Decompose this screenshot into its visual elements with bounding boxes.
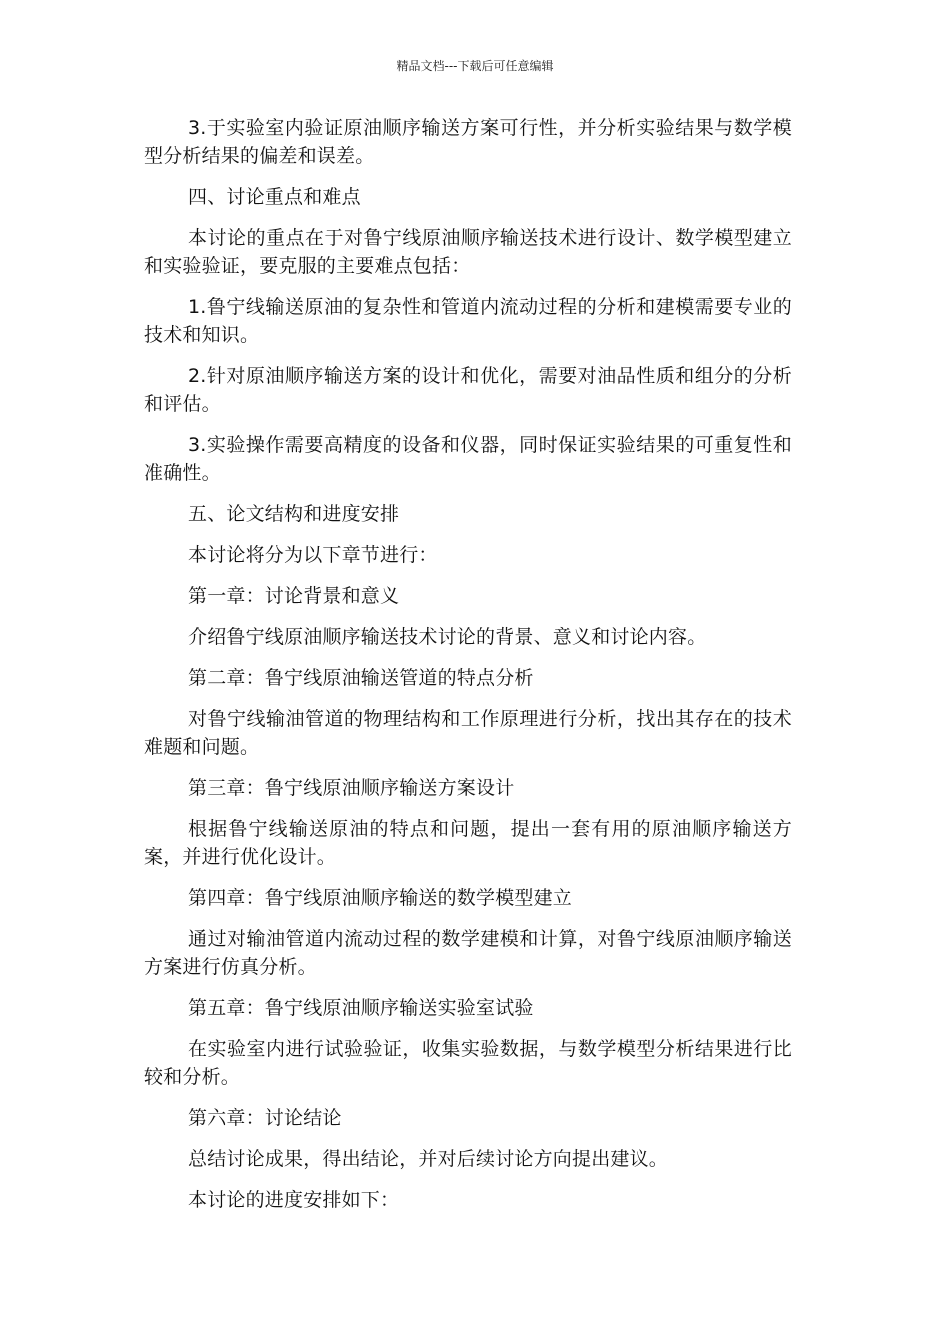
paragraph-difficulty-2: 2.针对原油顺序输送方案的设计和优化，需要对油品性质和组分的分析和评估。: [144, 365, 792, 415]
section-heading-key-points: 四、讨论重点和难点: [188, 186, 361, 208]
chapter-desc-3: 根据鲁宁线输送原油的特点和问题，提出一套有用的原油顺序输送方案，并进行优化设计。: [144, 818, 792, 868]
document-body: [144, 114, 792, 1227]
paragraph-difficulty-3: 3.实验操作需要高精度的设备和仪器，同时保证实验结果的可重复性和准确性。: [144, 434, 792, 484]
paragraph-objective-3: 3.于实验室内验证原油顺序输送方案可行性，并分析实验结果与数学模型分析结果的偏差和误差。: [144, 117, 792, 167]
paragraph-schedule-intro: 本讨论的进度安排如下：: [188, 1189, 400, 1211]
chapter-desc-6: 总结讨论成果，得出结论，并对后续讨论方向提出建议。: [188, 1148, 669, 1170]
paragraph-structure-intro: 本讨论将分为以下章节进行：: [188, 544, 438, 566]
chapter-heading-6: 第六章：讨论结论: [188, 1107, 342, 1129]
chapter-desc-4: 通过对输油管道内流动过程的数学建模和计算，对鲁宁线原油顺序输送方案进行仿真分析。: [144, 928, 792, 978]
chapter-heading-3: 第三章：鲁宁线原油顺序输送方案设计: [188, 777, 515, 799]
chapter-heading-2: 第二章：鲁宁线原油输送管道的特点分析: [188, 667, 534, 689]
page-header: 精品文档---下载后可任意编辑: [396, 59, 554, 73]
chapter-desc-1: 介绍鲁宁线原油顺序输送技术讨论的背景、意义和讨论内容。: [188, 626, 707, 648]
chapter-desc-5: 在实验室内进行试验验证，收集实验数据，与数学模型分析结果进行比较和分析。: [144, 1038, 792, 1088]
chapter-heading-1: 第一章：讨论背景和意义: [188, 585, 400, 607]
paragraph-key-points-intro: 本讨论的重点在于对鲁宁线原油顺序输送技术进行设计、数学模型建立和实验验证，要克服的主要难点包括：: [144, 227, 792, 277]
chapter-heading-4: 第四章：鲁宁线原油顺序输送的数学模型建立: [188, 887, 573, 909]
chapter-desc-2: 对鲁宁线输油管道的物理结构和工作原理进行分析，找出其存在的技术难题和问题。: [144, 708, 792, 758]
paragraph-difficulty-1: 1.鲁宁线输送原油的复杂性和管道内流动过程的分析和建模需要专业的技术和知识。: [144, 296, 792, 346]
section-heading-structure: 五、论文结构和进度安排: [188, 503, 400, 525]
chapter-heading-5: 第五章：鲁宁线原油顺序输送实验室试验: [188, 997, 534, 1019]
